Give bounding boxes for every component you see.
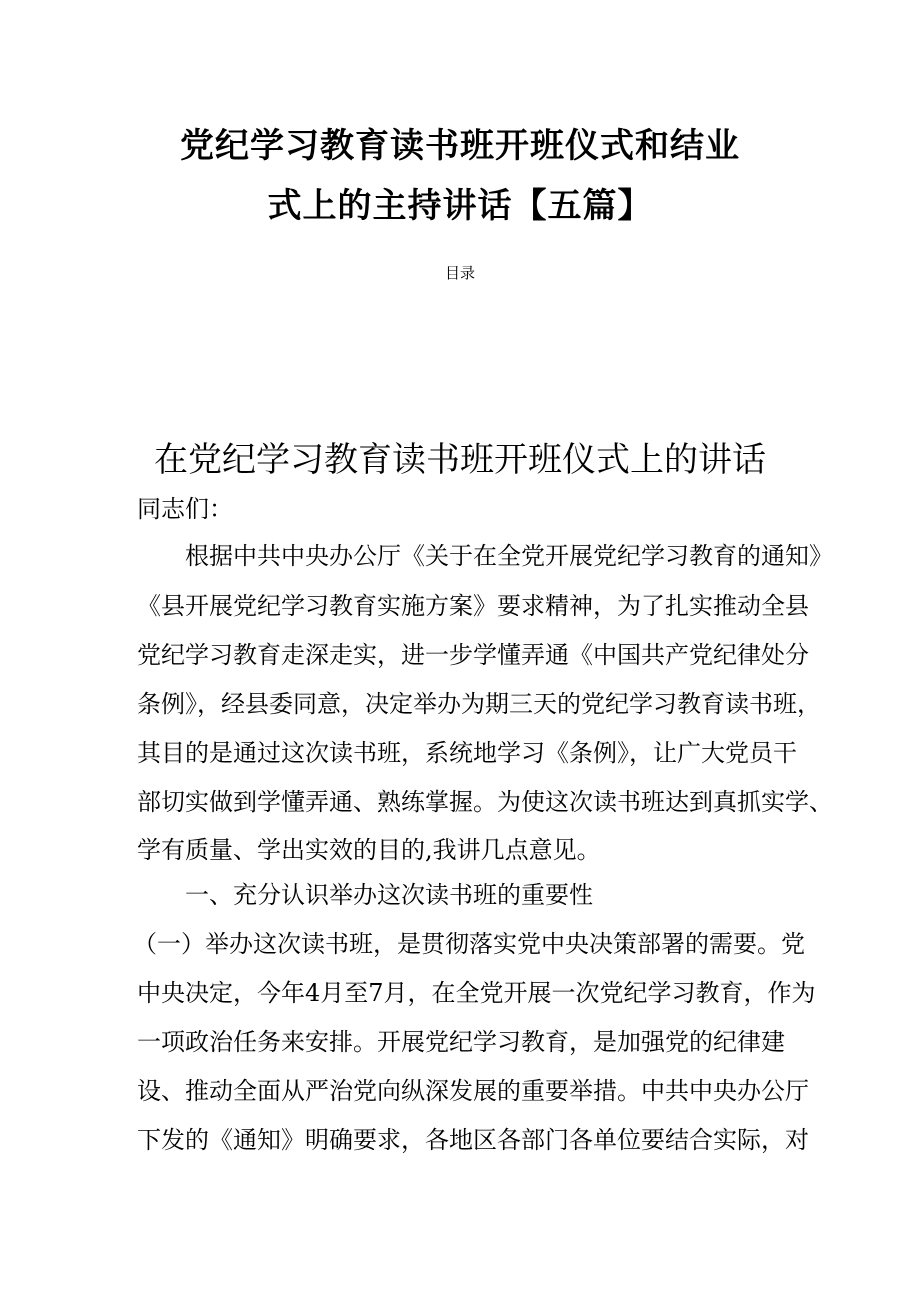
paragraph-line: （一）举办这次读书班，是贯彻落实党中央决策部署的需要。党 [133,930,805,958]
salutation: 同志们： [137,495,233,523]
paragraph-line: 部切实做到学懂弄通、熟练掌握。为使这次读书班达到真抓实学、 [137,788,833,816]
paragraph-line: 设、推动全面从严治党向纵深发展的重要举措。中共中央办公厅 [137,1077,809,1105]
paragraph-line: 党纪学习教育走深走实，进一步学懂弄通《中国共产党纪律处分 [137,641,809,669]
paragraph-line: 条例》，经县委同意，决定举办为期三天的党纪学习教育读书班， [137,690,821,718]
table-of-contents-label: 目录 [444,264,475,282]
speech-title: 在党纪学习教育读书班开班仪式上的讲话 [154,440,766,480]
paragraph-line: 根据中共中央办公厅《关于在全党开展党纪学习教育的通知》 [185,542,833,570]
document-title-line-2: 式上的主持讲话【五篇】 [267,186,653,226]
paragraph-line: 中央决定，今年4月至7月，在全党开展一次党纪学习教育，作为 [137,979,816,1007]
document-title-line-1: 党纪学习教育读书班开班仪式和结业 [180,126,740,166]
paragraph-line: 其目的是通过这次读书班，系统地学习《条例》，让广大党员干 [137,739,797,767]
paragraph-line: 《县开展党纪学习教育实施方案》要求精神，为了扎实推动全县 [137,592,809,620]
section-heading: 一、充分认识举办这次读书班的重要性 [185,881,593,909]
paragraph-line: 学有质量、学出实效的目的,我讲几点意见。 [137,836,601,864]
paragraph-line: 下发的《通知》明确要求，各地区各部门各单位要结合实际，对 [137,1126,809,1154]
paragraph-line: 一项政治任务来安排。开展党纪学习教育，是加强党的纪律建 [137,1028,785,1056]
